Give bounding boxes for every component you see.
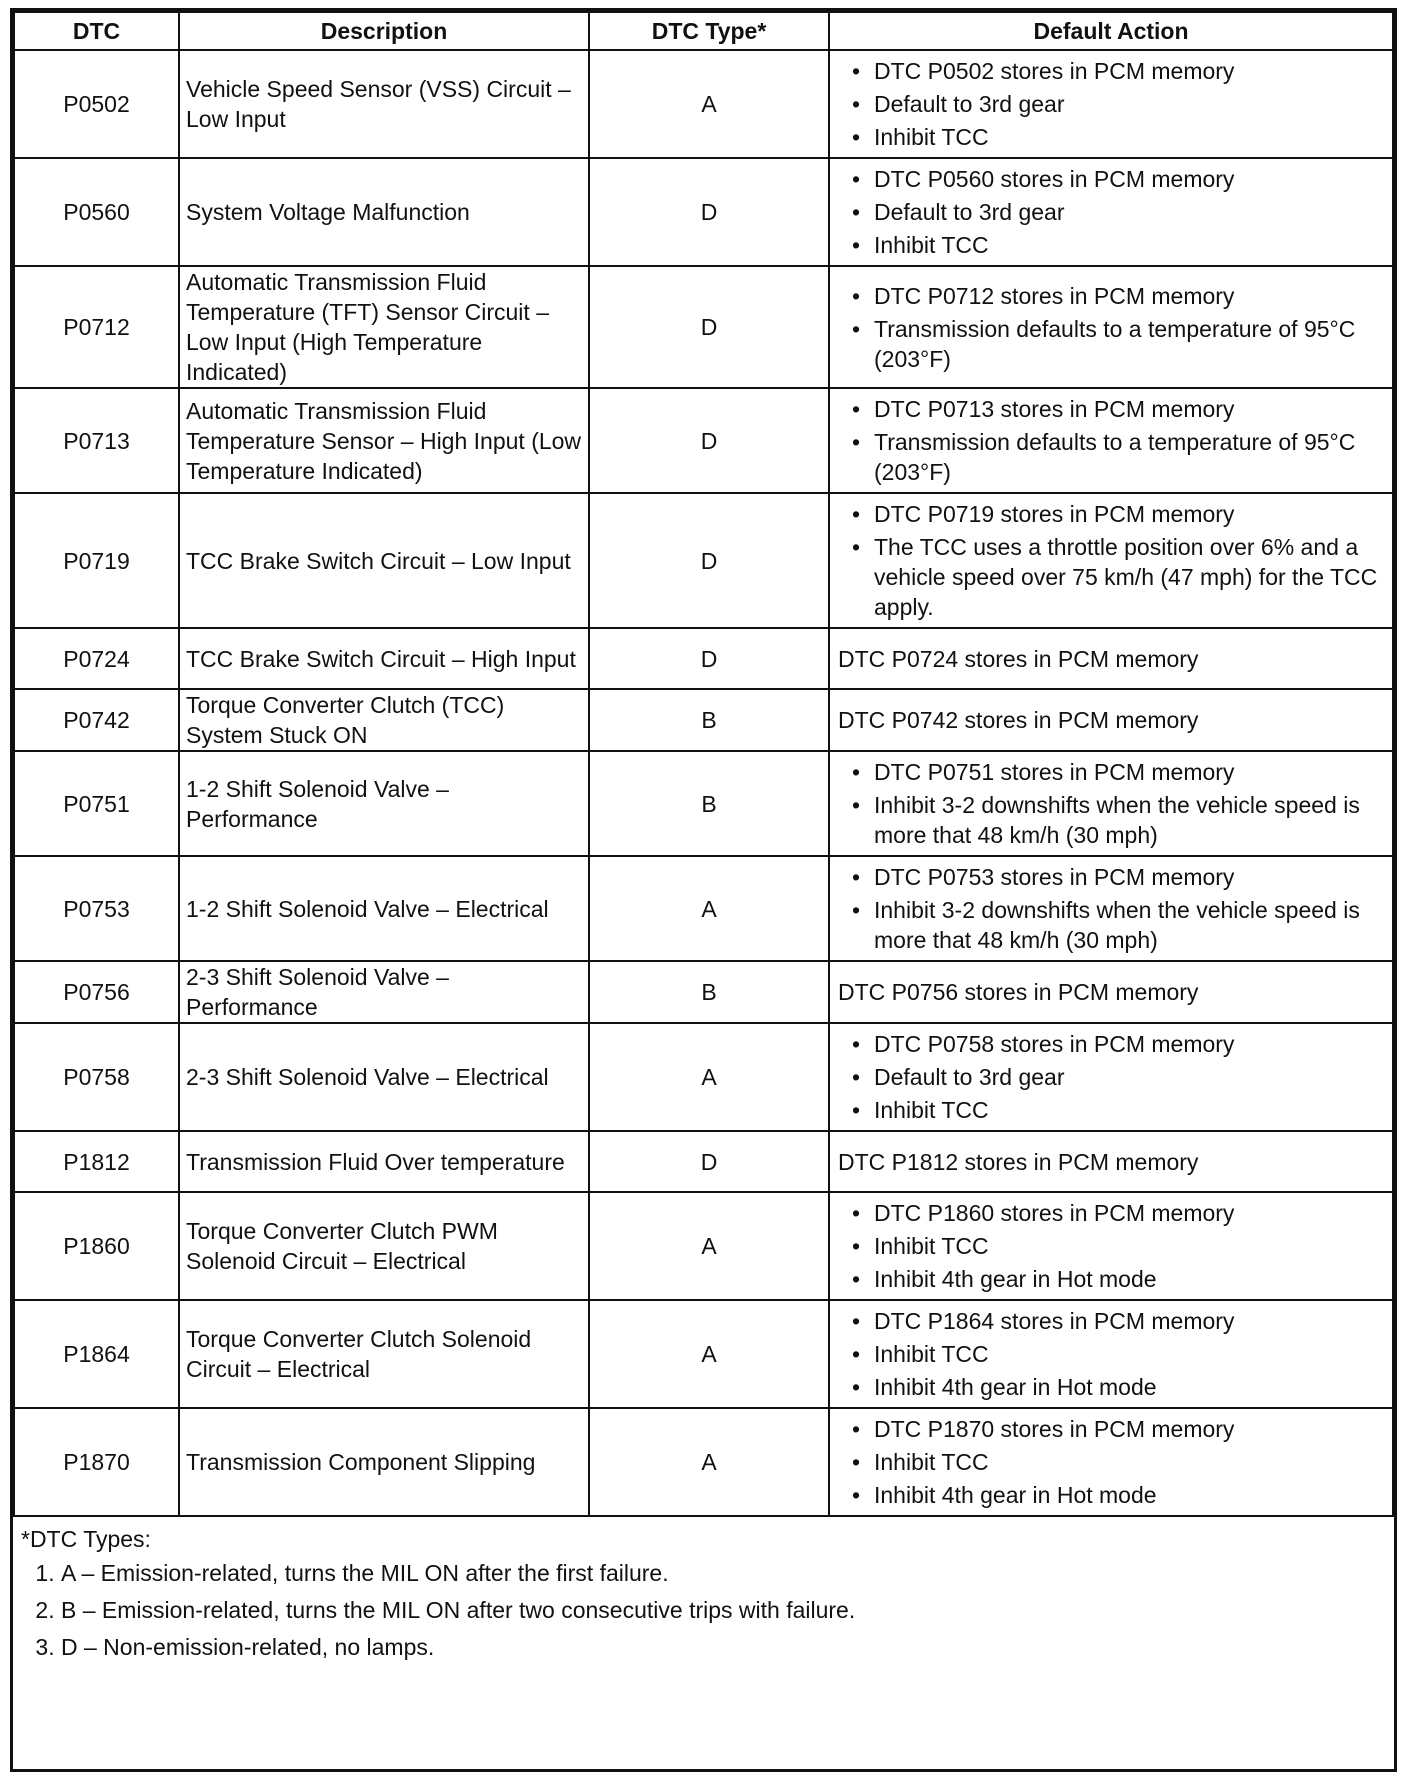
action-item: • Inhibit 4th gear in Hot mode [838,1264,1384,1294]
dtc-description: TCC Brake Switch Circuit – Low Input [179,493,589,628]
dtc-type: A [589,856,829,961]
action-item: • The TCC uses a throttle position over 6% and a vehicle speed over 75 km/h (47 mph) for the TCC apply. [838,532,1384,622]
action-item: • DTC P1870 stores in PCM memory [838,1414,1384,1444]
default-action: DTC P0742 stores in PCM memory [829,689,1393,751]
action-list [838,164,1384,260]
action-item: • DTC P0713 stores in PCM memory [838,394,1384,424]
dtc-code: P0742 [14,689,179,751]
table-row [14,1131,1393,1192]
default-action: DTC P1812 stores in PCM memory [829,1131,1393,1192]
default-action [829,266,1393,388]
action-list [838,1198,1384,1294]
header-row [14,12,1393,50]
footnote-list [21,1555,1386,1666]
default-action [829,856,1393,961]
default-action [829,1023,1393,1131]
dtc-type: A [589,1192,829,1300]
action-list [838,394,1384,487]
footnote-item: 1. A – Emission-related, turns the MIL ON after the first failure. [61,1555,1386,1592]
table-row [14,1192,1393,1300]
dtc-type: D [589,628,829,689]
default-action [829,493,1393,628]
dtc-type: B [589,689,829,751]
dtc-type: B [589,751,829,856]
table-row [14,493,1393,628]
default-action [829,1408,1393,1516]
dtc-type: D [589,388,829,493]
table-row [14,158,1393,266]
action-item: • Inhibit TCC [838,1447,1384,1477]
dtc-type: D [589,158,829,266]
action-item: • DTC P0751 stores in PCM memory [838,757,1384,787]
dtc-description: 1-2 Shift Solenoid Valve – Performance [179,751,589,856]
action-item: • Transmission defaults to a temperature of 95°C (203°F) [838,314,1384,374]
dtc-description: Transmission Fluid Over temperature [179,1131,589,1192]
dtc-type: B [589,961,829,1023]
footnote-title: *DTC Types: [21,1526,151,1552]
action-list [838,1414,1384,1510]
dtc-description: TCC Brake Switch Circuit – High Input [179,628,589,689]
dtc-description: 1-2 Shift Solenoid Valve – Electrical [179,856,589,961]
action-item: • Inhibit TCC [838,230,1384,260]
table-row [14,1408,1393,1516]
action-item: • Default to 3rd gear [838,1062,1384,1092]
default-action: DTC P0724 stores in PCM memory [829,628,1393,689]
dtc-type: A [589,1300,829,1408]
action-item: • DTC P0758 stores in PCM memory [838,1029,1384,1059]
default-action [829,1300,1393,1408]
action-item: • DTC P0502 stores in PCM memory [838,56,1384,86]
action-item: • Transmission defaults to a temperature of 95°C (203°F) [838,427,1384,487]
dtc-description: System Voltage Malfunction [179,158,589,266]
table-row [14,1023,1393,1131]
table-row [14,50,1393,158]
default-action [829,1192,1393,1300]
dtc-description: Vehicle Speed Sensor (VSS) Circuit – Low Input [179,50,589,158]
dtc-type: D [589,1131,829,1192]
action-list [838,56,1384,152]
dtc-code: P0719 [14,493,179,628]
dtc-code: P0758 [14,1023,179,1131]
dtc-description: Torque Converter Clutch PWM Solenoid Circuit – Electrical [179,1192,589,1300]
action-item: • DTC P0712 stores in PCM memory [838,281,1384,311]
action-item: • DTC P1864 stores in PCM memory [838,1306,1384,1336]
header-description: Description [179,12,589,50]
action-item: • Inhibit TCC [838,122,1384,152]
default-action [829,158,1393,266]
dtc-description: 2-3 Shift Solenoid Valve – Electrical [179,1023,589,1131]
action-item: • Inhibit 3-2 downshifts when the vehicle speed is more that 48 km/h (30 mph) [838,895,1384,955]
action-list [838,499,1384,622]
dtc-code: P1864 [14,1300,179,1408]
dtc-code: P0756 [14,961,179,1023]
dtc-description: Automatic Transmission Fluid Temperature Sensor – High Input (Low Temperature Indicated) [179,388,589,493]
action-item: • Inhibit TCC [838,1339,1384,1369]
dtc-description: 2-3 Shift Solenoid Valve – Performance [179,961,589,1023]
default-action [829,50,1393,158]
table-row [14,1300,1393,1408]
action-item: • DTC P0753 stores in PCM memory [838,862,1384,892]
action-item: • DTC P0719 stores in PCM memory [838,499,1384,529]
table-row [14,961,1393,1023]
action-item: • Inhibit 3-2 downshifts when the vehicle speed is more that 48 km/h (30 mph) [838,790,1384,850]
dtc-code: P0712 [14,266,179,388]
action-list [838,1306,1384,1402]
dtc-description: Torque Converter Clutch (TCC) System Stuck ON [179,689,589,751]
table-body [14,50,1393,1516]
action-item: • Inhibit 4th gear in Hot mode [838,1372,1384,1402]
table-row [14,266,1393,388]
dtc-type: A [589,1023,829,1131]
dtc-code: P1870 [14,1408,179,1516]
dtc-description: Automatic Transmission Fluid Temperature (TFT) Sensor Circuit – Low Input (High Temperature Indicated) [179,266,589,388]
action-item: • Default to 3rd gear [838,89,1384,119]
action-item: • Inhibit TCC [838,1231,1384,1261]
dtc-code: P0724 [14,628,179,689]
dtc-type: A [589,50,829,158]
default-action [829,751,1393,856]
footnote-item: 2. B – Emission-related, turns the MIL ON after two consecutive trips with failure. [61,1592,1386,1629]
dtc-code: P0502 [14,50,179,158]
default-action: DTC P0756 stores in PCM memory [829,961,1393,1023]
dtc-type: A [589,1408,829,1516]
action-item: • Inhibit 4th gear in Hot mode [838,1480,1384,1510]
action-list [838,757,1384,850]
footnote-item: 3. D – Non-emission-related, no lamps. [61,1629,1386,1666]
action-item: • Default to 3rd gear [838,197,1384,227]
header-dtc: DTC [14,12,179,50]
dtc-table-sheet [10,8,1397,1772]
table-row [14,689,1393,751]
dtc-code: P0713 [14,388,179,493]
table-row [14,751,1393,856]
dtc-code: P0560 [14,158,179,266]
header-default-action: Default Action [829,12,1393,50]
dtc-code: P1812 [14,1131,179,1192]
action-item: • DTC P0560 stores in PCM memory [838,164,1384,194]
default-action [829,388,1393,493]
table-row [14,856,1393,961]
dtc-description: Transmission Component Slipping [179,1408,589,1516]
action-list [838,281,1384,374]
dtc-type: D [589,493,829,628]
table-row [14,388,1393,493]
dtc-code: P1860 [14,1192,179,1300]
dtc-code: P0751 [14,751,179,856]
action-list [838,1029,1384,1125]
action-list [838,862,1384,955]
dtc-code: P0753 [14,856,179,961]
table-row [14,628,1393,689]
dtc-type: D [589,266,829,388]
dtc-types-footnote [13,1517,1394,1666]
dtc-description: Torque Converter Clutch Solenoid Circuit – Electrical [179,1300,589,1408]
action-item: • Inhibit TCC [838,1095,1384,1125]
dtc-table [13,11,1394,1517]
action-item: • DTC P1860 stores in PCM memory [838,1198,1384,1228]
header-dtc-type: DTC Type* [589,12,829,50]
